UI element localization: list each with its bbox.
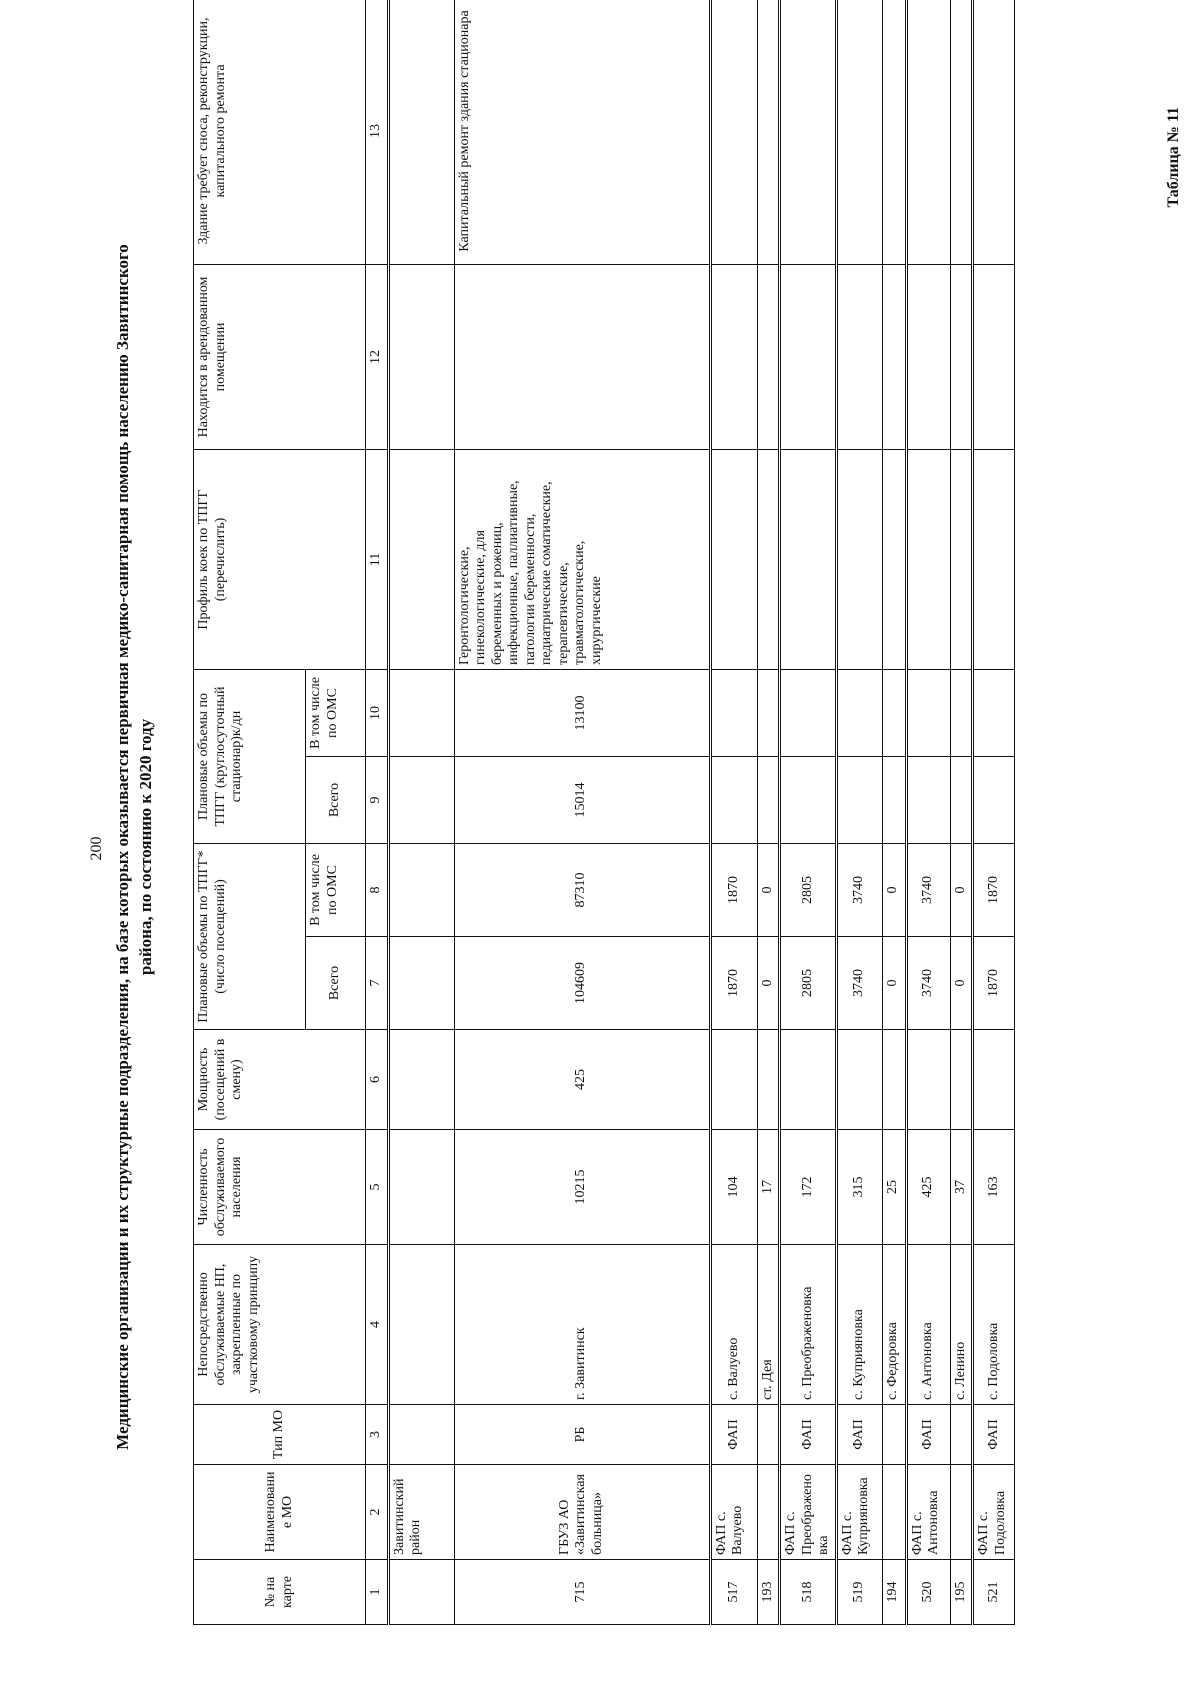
row-population: 25 <box>882 1130 906 1245</box>
row-visits-oms: 1870 <box>710 844 757 937</box>
header-repair: Здание требует сноса, реконструкции, капитального ремонта <box>194 0 366 264</box>
row-visits-oms: 0 <box>757 844 780 937</box>
row-population: 163 <box>973 1130 1015 1245</box>
row-visits-total: 3740 <box>836 937 882 1030</box>
table-cell <box>836 264 882 449</box>
row-visits-total: 3740 <box>906 937 950 1030</box>
table-cell <box>950 449 973 669</box>
row-mo-type <box>950 1405 973 1465</box>
table-cell <box>906 0 950 264</box>
row-population: 315 <box>836 1130 882 1245</box>
header-beds-oms: В том числе по ОМС <box>306 669 366 756</box>
row-mo-name <box>882 1465 906 1560</box>
hospital-bed-profile: Геронтологические, гинекологические, для беременных и рожениц, инфекционные, паллиативные, патологии беременности, педиатрические соматические, терапевтические, травматологические, хирургические <box>454 449 710 669</box>
row-visits-total: 1870 <box>973 937 1015 1030</box>
row-mo-type: ФАП <box>836 1405 882 1465</box>
row-settlement: с. Преображеновка <box>780 1245 837 1405</box>
table-cell <box>710 0 757 264</box>
table-cell <box>780 757 837 844</box>
header-mo-name: Наименование МО <box>194 1465 366 1560</box>
table-cell <box>780 669 837 756</box>
table-cell <box>906 757 950 844</box>
header-mo-type: Тип МО <box>194 1405 366 1465</box>
table-cell <box>882 449 906 669</box>
hospital-repair: Капитальный ремонт здания стационара <box>454 0 710 264</box>
table-cell <box>710 264 757 449</box>
table-cell <box>836 0 882 264</box>
header-settlements: Непосредственно обслуживаемые НП, закрепленные по участковому принципу <box>194 1245 366 1405</box>
row-population: 17 <box>757 1130 780 1245</box>
table-cell <box>973 264 1015 449</box>
table-cell <box>388 1030 454 1130</box>
row-map-number: 193 <box>757 1560 780 1625</box>
row-population: 104 <box>710 1130 757 1245</box>
row-population: 172 <box>780 1130 837 1245</box>
row-settlement: с. Куприяновка <box>836 1245 882 1405</box>
row-visits-total: 0 <box>950 937 973 1030</box>
table-cell <box>710 669 757 756</box>
table-row <box>757 0 780 1625</box>
table-cell <box>973 669 1015 756</box>
row-visits-oms: 3740 <box>906 844 950 937</box>
table-cell <box>950 1030 973 1130</box>
hospital-map-number: 715 <box>454 1560 710 1625</box>
row-population: 37 <box>950 1130 973 1245</box>
table-container <box>193 0 1015 1625</box>
column-number: 10 <box>366 669 389 756</box>
table-cell <box>780 0 837 264</box>
table-cell <box>757 669 780 756</box>
table-cell <box>388 1245 454 1405</box>
hospital-visits-total: 104609 <box>454 937 710 1030</box>
table-cell <box>906 264 950 449</box>
column-number: 1 <box>366 1560 389 1625</box>
table-row <box>780 0 837 1625</box>
header-planned-beds: Плановые объемы по ТПГГ (круглосуточный стационар)к/дн <box>194 669 306 843</box>
table-cell <box>388 1560 454 1625</box>
hospital-visits-oms: 87310 <box>454 844 710 937</box>
hospital-rented <box>454 264 710 449</box>
column-number: 2 <box>366 1465 389 1560</box>
row-map-number: 520 <box>906 1560 950 1625</box>
document-title <box>112 137 158 1557</box>
table-cell <box>757 264 780 449</box>
row-mo-type <box>882 1405 906 1465</box>
column-number: 5 <box>366 1130 389 1245</box>
row-visits-oms: 0 <box>950 844 973 937</box>
table-cell <box>757 449 780 669</box>
row-mo-name: ФАП с. Преображеновка <box>780 1465 837 1560</box>
column-number: 8 <box>366 844 389 937</box>
hospital-population: 10215 <box>454 1130 710 1245</box>
column-number: 3 <box>366 1405 389 1465</box>
table-row <box>906 0 950 1625</box>
row-mo-name <box>950 1465 973 1560</box>
table-row <box>950 0 973 1625</box>
table-cell <box>906 449 950 669</box>
row-visits-total: 2805 <box>780 937 837 1030</box>
page-number: 200 <box>88 836 105 861</box>
title-line-1: Медицинские организации и их структурные подразделения, на базе которых оказывается первичная медико-санитарная помощь населению Завитинского <box>113 244 132 1450</box>
hospital-name: ГБУЗ АО «Завитинская больница» <box>454 1465 710 1560</box>
row-settlement: с. Федоровка <box>882 1245 906 1405</box>
table-cell <box>836 1030 882 1130</box>
header-capacity: Мощность (посещений в смену) <box>194 1030 366 1130</box>
row-settlement: с. Валуево <box>710 1245 757 1405</box>
row-map-number: 521 <box>973 1560 1015 1625</box>
column-number: 6 <box>366 1030 389 1130</box>
row-mo-name: ФАП с. Валуево <box>710 1465 757 1560</box>
table-row <box>882 0 906 1625</box>
table-row <box>836 0 882 1625</box>
row-mo-type: ФАП <box>906 1405 950 1465</box>
column-number-row <box>366 0 389 1625</box>
table-cell <box>780 264 837 449</box>
row-mo-name: ФАП с. Антоновка <box>906 1465 950 1560</box>
row-map-number: 517 <box>710 1560 757 1625</box>
column-number: 13 <box>366 0 389 264</box>
table-cell <box>836 669 882 756</box>
table-cell <box>906 669 950 756</box>
header-beds-total: Всего <box>306 757 366 844</box>
table-cell <box>950 669 973 756</box>
table-cell <box>757 757 780 844</box>
hospital-beds-oms: 13100 <box>454 669 710 756</box>
row-mo-type: ФАП <box>973 1405 1015 1465</box>
table-cell <box>780 1030 837 1130</box>
table-label: Таблица № 11 <box>1165 107 1182 208</box>
table-cell <box>710 757 757 844</box>
column-number: 7 <box>366 937 389 1030</box>
row-mo-name <box>757 1465 780 1560</box>
row-settlement: с. Антоновка <box>906 1245 950 1405</box>
column-number: 9 <box>366 757 389 844</box>
row-settlement: с. Подоловка <box>973 1245 1015 1405</box>
table-cell <box>710 449 757 669</box>
facilities-table <box>193 0 1015 1625</box>
row-population: 425 <box>906 1130 950 1245</box>
table-cell <box>780 449 837 669</box>
table-row <box>710 0 757 1625</box>
table-cell <box>836 449 882 669</box>
table-cell <box>836 757 882 844</box>
hospital-capacity: 425 <box>454 1030 710 1130</box>
row-map-number: 194 <box>882 1560 906 1625</box>
row-map-number: 518 <box>780 1560 837 1625</box>
table-row <box>973 0 1015 1625</box>
table-cell <box>757 0 780 264</box>
column-number: 11 <box>366 449 389 669</box>
table-cell <box>973 757 1015 844</box>
table-cell <box>388 937 454 1030</box>
row-visits-oms: 3740 <box>836 844 882 937</box>
row-visits-total: 0 <box>882 937 906 1030</box>
row-mo-type: ФАП <box>780 1405 837 1465</box>
hospital-beds-total: 15014 <box>454 757 710 844</box>
row-visits-total: 1870 <box>710 937 757 1030</box>
row-visits-total: 0 <box>757 937 780 1030</box>
table-cell <box>973 1030 1015 1130</box>
column-number: 12 <box>366 264 389 449</box>
hospital-settlement: г. Завитинск <box>454 1245 710 1405</box>
table-cell <box>388 264 454 449</box>
table-cell <box>950 757 973 844</box>
header-bed-profile: Профиль коек по ТПГГ (перечислить) <box>194 449 366 669</box>
row-mo-name: ФАП с. Куприяновка <box>836 1465 882 1560</box>
table-cell <box>388 0 454 264</box>
row-visits-oms: 0 <box>882 844 906 937</box>
table-cell <box>906 1030 950 1130</box>
table-cell <box>388 757 454 844</box>
column-number: 4 <box>366 1245 389 1405</box>
row-visits-oms: 2805 <box>780 844 837 937</box>
header-map-number: № на карте <box>194 1560 366 1625</box>
table-cell <box>388 1405 454 1465</box>
row-map-number: 519 <box>836 1560 882 1625</box>
header-planned-visits: Плановые объемы по ТПГГ*(число посещений) <box>194 844 306 1030</box>
title-line-2: района, по состоянию к 2020 году <box>135 718 155 976</box>
table-cell <box>388 1130 454 1245</box>
table-cell <box>882 757 906 844</box>
district-name: Завитинский район <box>388 1465 454 1560</box>
table-cell <box>973 449 1015 669</box>
hospital-row <box>454 0 710 1625</box>
row-settlement: ст. Дея <box>757 1245 780 1405</box>
row-settlement: с. Ленино <box>950 1245 973 1405</box>
table-cell <box>388 669 454 756</box>
table-cell <box>388 844 454 937</box>
row-visits-oms: 1870 <box>973 844 1015 937</box>
table-cell <box>882 264 906 449</box>
table-cell <box>973 0 1015 264</box>
table-cell <box>757 1030 780 1130</box>
row-map-number: 195 <box>950 1560 973 1625</box>
row-mo-type: ФАП <box>710 1405 757 1465</box>
header-rented: Находится в арендованном помещении <box>194 264 366 449</box>
table-cell <box>882 0 906 264</box>
row-mo-name: ФАП с. Подоловка <box>973 1465 1015 1560</box>
header-population: Численность обслуживаемого населения <box>194 1130 366 1245</box>
table-cell <box>950 264 973 449</box>
header-visits-total: Всего <box>306 937 366 1030</box>
header-visits-oms: В том числе по ОМС <box>306 844 366 937</box>
district-row <box>388 0 454 1625</box>
table-cell <box>950 0 973 264</box>
table-cell <box>882 1030 906 1130</box>
table-cell <box>388 449 454 669</box>
hospital-type: РБ <box>454 1405 710 1465</box>
row-mo-type <box>757 1405 780 1465</box>
table-cell <box>882 669 906 756</box>
table-cell <box>710 1030 757 1130</box>
